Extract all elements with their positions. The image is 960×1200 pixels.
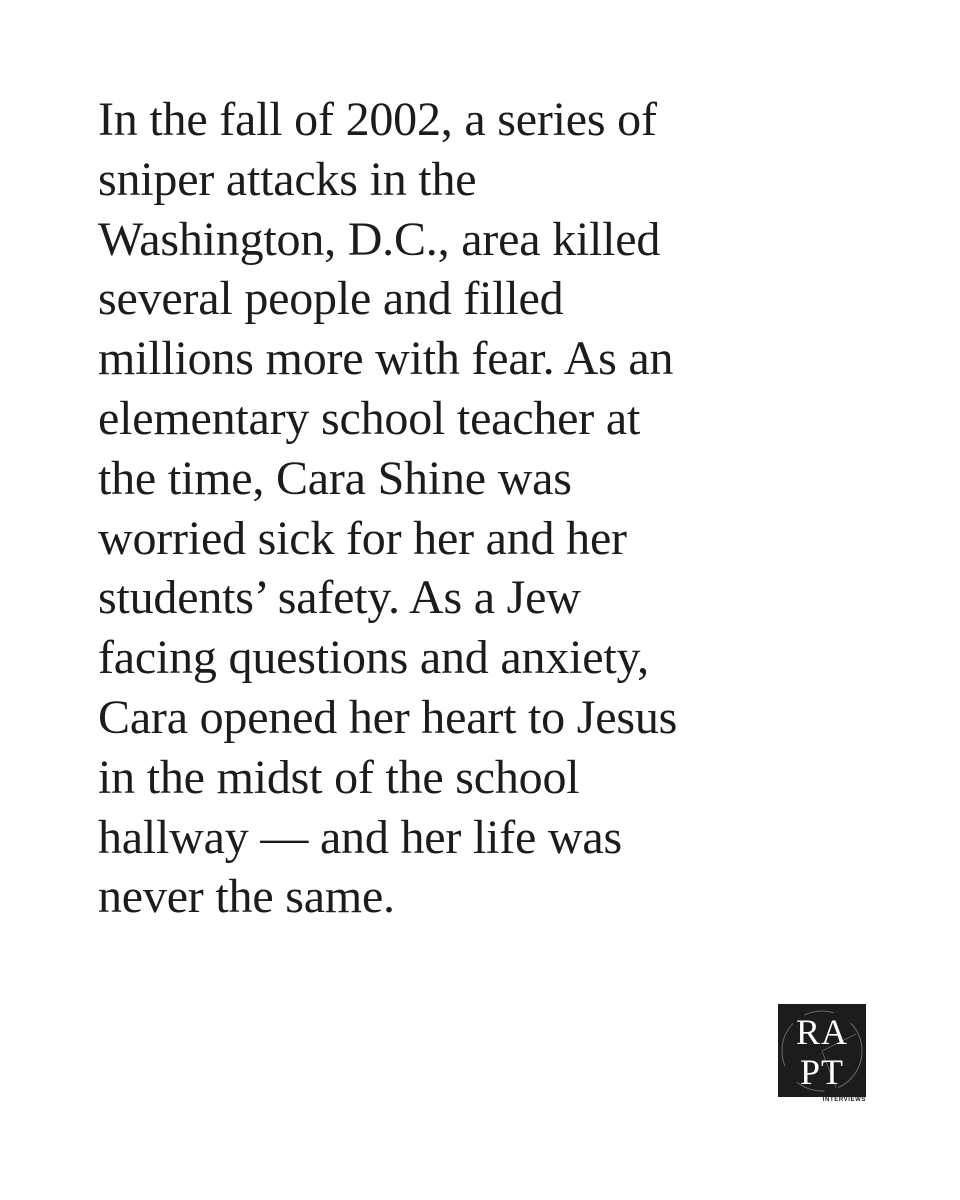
quote-line: students’ safety. As a Jew (98, 571, 581, 625)
quote-line: hallway — and her life was (98, 810, 622, 864)
quote-line: Cara opened her heart to Jesus (98, 690, 678, 744)
logo-subtitle: INTERVIEWS (822, 1097, 866, 1103)
quote-line: millions more with fear. As an (98, 332, 674, 386)
quote-line: elementary school teacher at (98, 391, 641, 445)
quote-line: sniper attacks in the (98, 152, 477, 206)
quote-line: Washington, D.C., area killed (98, 212, 661, 266)
quote-line: in the midst of the school (98, 750, 580, 804)
quote-line: several people and filled (98, 272, 564, 326)
quote-line: the time, Cara Shine was (98, 451, 572, 505)
quote-text (98, 90, 858, 927)
rapt-logo (778, 1004, 866, 1097)
quote-line: facing questions and anxiety, (98, 631, 649, 685)
logo-text-bottom: PT (799, 1052, 844, 1092)
logo-text-top: RA (795, 1012, 848, 1052)
quote-line: In the fall of 2002, a series of (98, 93, 657, 146)
quote-line: worried sick for her and her (98, 511, 627, 565)
quote-line: never the same. (98, 870, 395, 924)
